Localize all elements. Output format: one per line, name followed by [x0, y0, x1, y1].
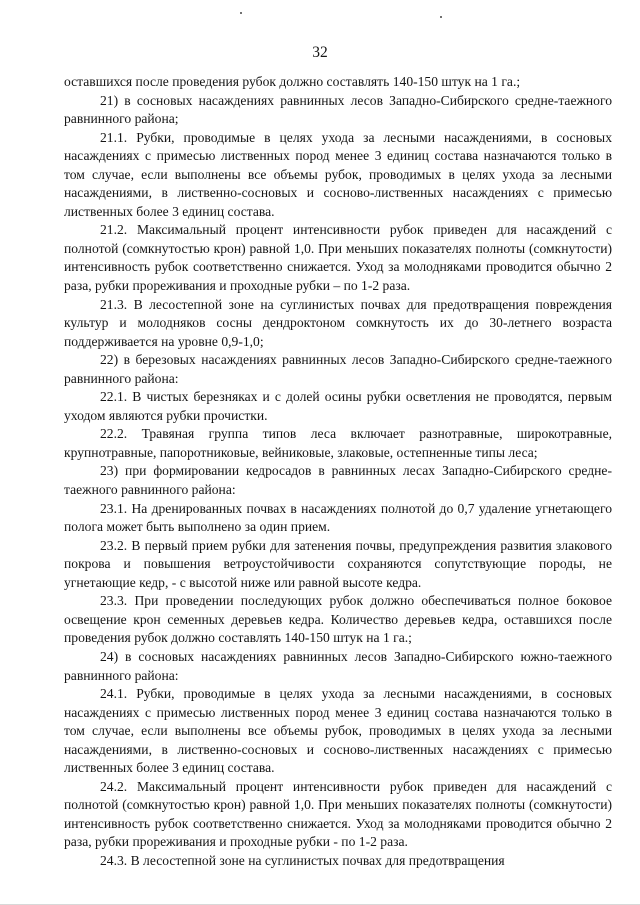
- paragraph-24-2: 24.2. Максимальный процент интенсивности рубок приведен для насаждений с полнотой (сомкнутостью крон) равной 1,0. При меньших показателях полноты (сомкнутости) интенсивность рубок соответственно снижается. Уход за молодняками проводится обычно 2 раза, рубки прореживания и проходные рубки - по 1-2 раза.: [64, 778, 612, 850]
- paragraph-continuation: оставшихся после проведения рубок должно составлять 140-150 штук на 1 га.;: [64, 74, 521, 89]
- scan-speck: [240, 12, 242, 14]
- paragraph-22-2: 22.2. Травяная группа типов леса включает разнотравные, широкотравные, крупнотравные, папоротниковые, вейниковые, злаковые, остепненные типы леса;: [64, 426, 612, 460]
- paragraph-22-1: 22.1. В чистых березняках и с долей осины рубки осветления не проводятся, первым уходом являются рубки прочистки.: [64, 389, 612, 423]
- page-number: 32: [312, 44, 328, 61]
- paragraph-item-22: 22) в березовых насаждениях равнинных лесов Западно-Сибирского средне-таежного равнинного района:: [64, 352, 612, 386]
- scan-speck: [440, 16, 442, 18]
- paragraph-21-3: 21.3. В лесостепной зоне на суглинистых почвах для предотвращения повреждения культур и молодняков сосны дендроктоном сомкнутость их до 30-летнего возраста поддерживается на уровне 0,9-1,0;: [64, 296, 612, 349]
- paragraph-24-1: 24.1. Рубки, проводимые в целях ухода за лесными насаждениями, в сосновых насаждениях с примесью лиственных пород менее 3 единиц состава назначаются только в том случае, если выполнены все объемы рубок, проводимых в целях ухода за лесными насаждениями, в лиственно-сосновых и сосново-лиственных насаждениях с примесью лиственных более 3 единиц состава.: [64, 686, 612, 776]
- document-body: [64, 73, 612, 871]
- paragraph-item-24: 24) в сосновых насаждениях равнинных лесов Западно-Сибирского южно-таежного равнинного района:: [64, 648, 612, 683]
- paragraph-21-1: 21.1. Рубки, проводимые в целях ухода за лесными насаждениями, в сосновых насаждениях с примесью лиственных пород менее 3 единиц состава назначаются только в том случае, если выполнены все объемы рубок, проводимых в целях ухода за лесными насаждениями, в лиственно-сосновых и сосново-лиственных насаждениях с примесью лиственных более 3 единиц состава.: [64, 129, 612, 219]
- paragraph-23-3: 23.3. При проведении последующих рубок должно обеспечиваться полное боковое освещение крон семенных деревьев кедра. Количество деревьев кедра, оставшихся после проведения рубок должно составлять 140-150 штук на 1 га.;: [64, 593, 612, 646]
- paragraph-23-2: 23.2. В первый прием рубки для затенения почвы, предупреждения развития злакового покрова и повышения ветроустойчивости сохраняются сопутствующие породы, не угнетающие кедр, - с высотой ниже или равной высоте кедра.: [64, 537, 612, 590]
- paragraph-24-3: 24.3. В лесостепной зоне на суглинистых почвах для предотвращения: [100, 852, 505, 868]
- paragraph-21-2: 21.2. Максимальный процент интенсивности рубок приведен для насаждений с полнотой (сомкнутостью крон) равной 1,0. При меньших показателях полноты (сомкнутости) интенсивность рубок соответственно снижается. Уход за молодняками проводится обычно 2 раза, рубки прореживания и проходные рубки – по 1-2 раза.: [64, 222, 612, 294]
- paragraph-23-1: 23.1. На дренированных почвах в насаждениях полнотой до 0,7 удаление угнетающего полога может быть выполнено за один прием.: [64, 500, 612, 535]
- paragraph-item-21: 21) в сосновых насаждениях равнинных лесов Западно-Сибирского средне-таежного равнинного района;: [64, 92, 612, 127]
- paragraph-item-23: 23) при формировании кедросадов в равнинных лесах Западно-Сибирского средне-таежного равнинного района:: [64, 463, 612, 498]
